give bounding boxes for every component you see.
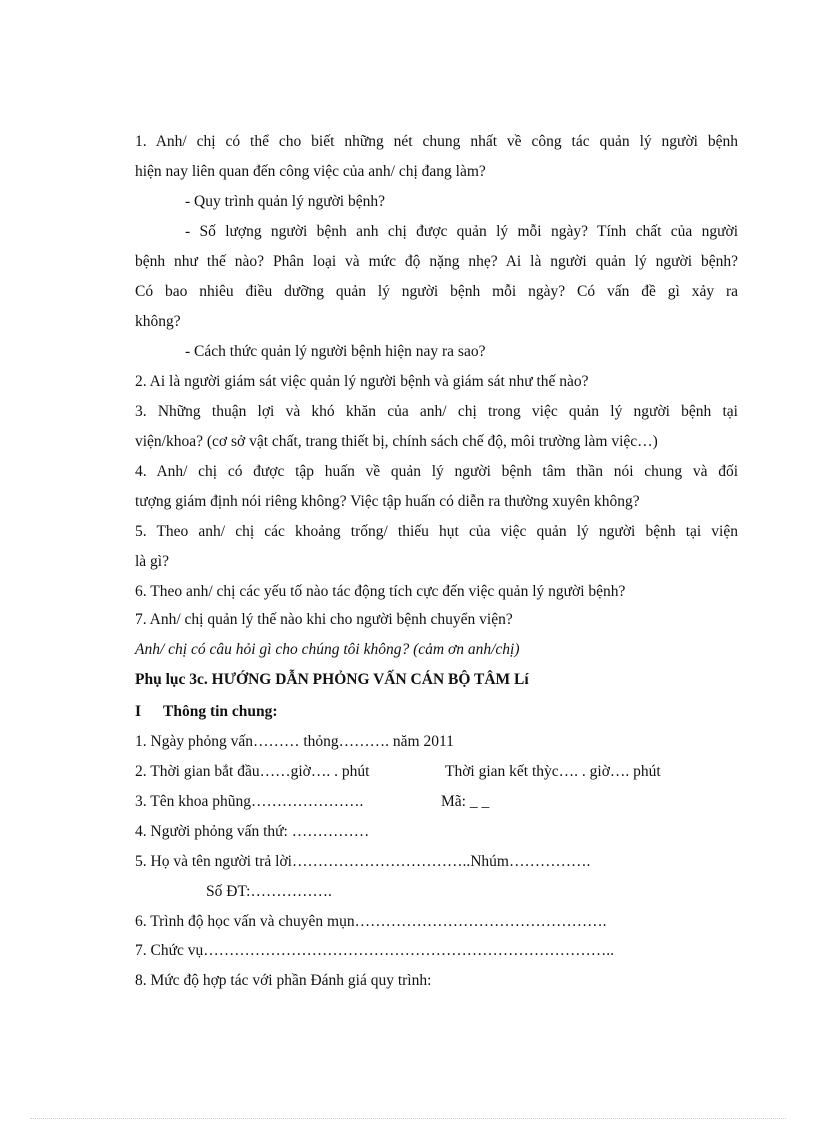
- question-1-sub-2-line-3: Có bao nhiêu điều dưỡng quản lý người bệnh mỗi ngày? Có vấn đề gì xảy ra: [135, 283, 738, 300]
- field-code: Mã: _ _: [441, 793, 490, 810]
- question-1-sub-2-line-2: bệnh như thế nào? Phân loại và mức độ nặng nhẹ? Ai là người quản lý người bệnh?: [135, 253, 738, 270]
- field-cooperation-level: 8. Mức độ hợp tác với phần Đánh giá quy trình:: [135, 972, 432, 989]
- field-interview-time: [135, 762, 738, 782]
- field-education: 6. Trình độ học vấn và chuyên mụn………………………………………….: [135, 913, 607, 930]
- question-5-line-1: 5. Theo anh/ chị các khoảng trống/ thiếu hụt của việc quản lý người bệnh tại viện: [135, 523, 738, 540]
- closing-question: Anh/ chị có câu hỏi gì cho chúng tôi không? (cảm ơn anh/chị): [135, 641, 520, 658]
- field-position: 7. Chức vụ……………………………………………………………………..: [135, 942, 614, 959]
- field-start-time: 2. Thời gian bắt đầu……giờ…. . phút: [135, 763, 370, 780]
- question-1-sub-2-line-4: không?: [135, 313, 181, 330]
- field-department-name: 3. Tên khoa phũng………………….: [135, 793, 364, 810]
- field-phone: Số ĐT:…………….: [206, 883, 332, 900]
- section-number: I: [135, 703, 142, 720]
- question-7: 7. Anh/ chị quản lý thế nào khi cho người bệnh chuyển viện?: [135, 611, 513, 628]
- question-1-sub-1: - Quy trình quản lý người bệnh?: [185, 193, 385, 210]
- question-1-sub-3: - Cách thức quản lý người bệnh hiện nay ra sao?: [185, 343, 486, 360]
- question-6: 6. Theo anh/ chị các yếu tố nào tác động tích cực đến việc quản lý người bệnh?: [135, 583, 626, 600]
- question-3-line-2: viện/khoa? (cơ sở vật chất, trang thiết bị, chính sách chế độ, môi trường làm việc…): [135, 433, 658, 450]
- section-heading: [135, 702, 738, 722]
- field-interviewer: 4. Người phỏng vấn thứ: ……………: [135, 823, 370, 840]
- question-3-line-1: 3. Những thuận lợi và khó khăn của anh/ chị trong việc quản lý người bệnh tại: [135, 403, 738, 420]
- question-4-line-2: tượng giám định nói riêng không? Việc tập huấn có diễn ra thường xuyên không?: [135, 493, 640, 510]
- page-bottom-divider: [30, 1118, 786, 1119]
- field-end-time: Thời gian kết thỳc…. . giờ…. phút: [445, 763, 661, 780]
- field-interview-date: 1. Ngày phỏng vấn……… thỏng………. năm 2011: [135, 733, 454, 750]
- question-5-line-2: là gì?: [135, 553, 169, 570]
- field-respondent-name: 5. Họ và tên người trả lời……………………………..Nhúm…………….: [135, 853, 591, 870]
- section-title: Thông tin chung:: [163, 703, 278, 720]
- question-1-line-2: hiện nay liên quan đến công việc của anh/ chị đang làm?: [135, 163, 486, 180]
- question-4-line-1: 4. Anh/ chị có được tập huấn về quản lý người bệnh tâm thần nói chung và đối: [135, 463, 738, 480]
- appendix-title: Phụ lục 3c. HƯỚNG DẪN PHỎNG VẤN CÁN BỘ TÂM Lí: [135, 671, 529, 688]
- question-2: 2. Ai là người giám sát việc quản lý người bệnh và giám sát như thế nào?: [135, 373, 589, 390]
- question-1-sub-2-line-1: - Số lượng người bệnh anh chị được quản lý mỗi ngày? Tính chất của người: [185, 223, 738, 240]
- field-department: [135, 792, 738, 812]
- question-1-line-1: 1. Anh/ chị có thể cho biết những nét chung nhất về công tác quản lý người bệnh: [135, 133, 738, 150]
